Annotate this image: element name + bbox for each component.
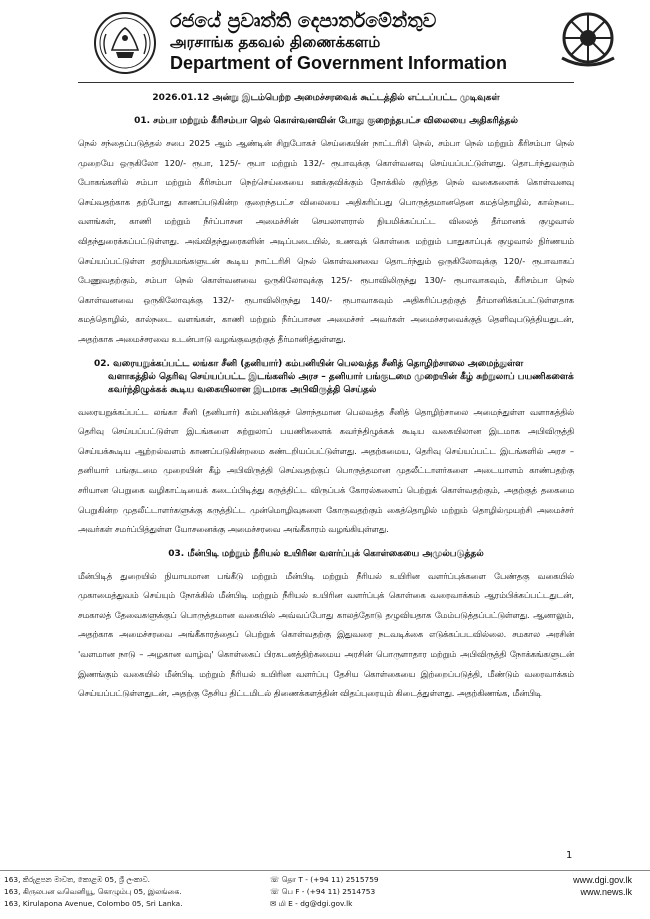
phone-number: ☏ தொ T - (+94 11) 2515759 (270, 875, 379, 884)
website-link-news[interactable]: www.news.lk (580, 887, 632, 897)
document-body (78, 92, 574, 712)
sri-lanka-emblem-icon (92, 10, 158, 76)
footer-address (4, 874, 183, 910)
section-heading: 02. வரையறுக்கப்பட்ட லங்கா சீனி (தனியார்) கம்பனியின் பெலவத்த சீனித் தொழிற்சாலை அமைந்துள்ள வளாகத்தில் தெரிவு செய்யப்பட்ட இடங்களில் அரச – தனியார் பங்குடமை முறையின் கீழ் சுற்றுலாப் பயணிகளைக் கவர்ந்திழுக்கக் கூடிய வகையிலான இடமாக அபிவிருத்தி செய்தல் (94, 358, 574, 395)
section-heading: 03. மீன்பிடி மற்றும் நீரியல் உயிரின வளர்ப்புக் கொள்கையை அமுல்படுத்தல் (168, 548, 484, 559)
department-name-block (170, 10, 550, 74)
dharma-wheel-logo-icon (556, 8, 620, 72)
department-name-tamil: அரசாங்க தகவல் திணைக்களம் (170, 33, 381, 51)
address-tamil: 163, கிருலபன வவெனியூ, கொழும்பு 05, இலங்கை. (4, 887, 182, 896)
page-number: 1 (566, 850, 573, 861)
department-name-sinhala: රජයේ ප්‍රවෘත්ති දෙපාර්තමේන්තුව (170, 10, 437, 32)
document-title: 2026.01.12 அன்று இடம்பெற்ற அமைச்சரவைக் கூட்டத்தில் எட்டப்பட்ட முடிவுகள் (152, 93, 500, 103)
header-rule (78, 82, 574, 83)
address-sinhala: 163, කිරුළපන මාවත, කොළඹ 05, ශ්‍රී ලංකාව. (4, 875, 151, 884)
footer-rule (0, 870, 650, 871)
email-address[interactable]: ✉ மி E - dg@dgi.gov.lk (270, 899, 353, 908)
footer-contact (270, 874, 379, 910)
section-body: வரையறுக்கப்பட்ட லங்கா சீனி (தனியார்) கம்பனிக்குச் சொந்தமான பெலவத்த சீனித் தொழிற்சாலை அமைந்துள்ள வளாகத்தில் தெரிவு செய்யப்பட்டுள்ள இடங்களை சுற்றுலாப் பயணிகளைக் கவர்ந்திழுக்கக் கூடிய வகையிலான இடமாக அபிவிருத்தி செய்யக்கூடிய ஆற்றல்வளம் காணப்படுகின்றமை கண்டறியப்பட்டுள்ளது. அதற்கமைய, தெரிவு செய்யப்பட்ட இடங்களில் அரச – தனியார் பங்குடமை முறையின் கீழ் அபிவிருத்தி செய்வதற்குப் பொருத்தமான முதலீட்டாளர்களை அடையாளம் காண்பதற்கு சரியான பெறுகை வழிகாட்டியைக் கடைப்பிடித்து கருத்திட்ட விருப்பக் கோரல்களைப் பெற்றுக் கொள்வதற்கும், அதற்குத் தகைமை பெறுகின்ற முதலீட்டாளர்களுக்கு கருத்திட்ட முன்மொழிவுகளை கோருவதற்கும் கைத்தொழில் மற்றும் தொழில்முயற்சி அமைச்சர் அவர்கள் சமர்ப்பித்துள்ள யோசனைக்கு அமைச்சரவை அங்கீகாரம் வழங்கியுள்ளது. (78, 406, 574, 535)
letterhead (0, 0, 650, 82)
footer-websites (573, 874, 632, 898)
section-heading: 01. சம்பா மற்றும் கீரிசம்பா நெல் கொள்வனவின் போது குறைந்தபட்ச விலையை அதிகரித்தல் (134, 116, 518, 126)
department-name-english: Department of Government Information (170, 53, 508, 73)
address-english: 163, Kirulapona Avenue, Colombo 05, Sri Lanka. (4, 899, 183, 908)
section-body: மீன்பிடித் துறையில் நியாயமான பங்கீடு மற்றும் மீன்பிடி மற்றும் நீரியல் உயிரின வளர்ப்புக்களை பேண்தகு வகையில் முகாமைத்துவம் செய்யும் நோக்கில் மீன்பிடி மற்றும் நீரியல் உயிரின வளர்ப்புக் கொள்கை வரைவாக்கம் ஆரம்பிக்கப்பட்டதுடன், சமகாலத் தேவைகளுக்குப் பொருத்தமான வகையில் அவ்வப்போது காலத்தோடு தழுவியதாக மேம்படுத்தப்பட்டுள்ளது. ஆனாலும், அதற்காக அமைச்சரவை அங்கீகாரத்தைப் பெற்றுக் கொள்வதற்கு இதுவரை நடவடிக்கை எடுக்கப்படவில்லை. சமகால அரசின் 'வளமான நாடு – அழகான வாழ்வு' கொள்கைப் பிரகடனத்திற்கமைய அரசின் பொருளாதார மற்றும் அபிவிருத்தி நோக்கங்களுடன் இணங்கும் வகையில் மீன்பிடி மற்றும் நீரியல் உயிரின வளர்ப்பு தேசிய கொள்கையை இற்றைப்படுத்தி, மீண்டும் வரைவாக்கம் செய்யப்பட்டுள்ளதுடன், அதற்கு தேசிய திட்டமிடல் திணைக்களத்தின் விதப்புரையும் கிடைத்துள்ளது. அதற்கிணங்க, மீன்பிடி (78, 570, 574, 699)
section-body: நெல் சந்தைப்படுத்தல் சபை 2025 ஆம் ஆண்டின் சிறுபோகச் செய்கையின் நாட்டரிசி நெல், சம்பா நெல் மற்றும் கீரிசம்பா நெல் முறையே ஒருகிலோ 120/- ரூபா, 125/- ரூபா மற்றும் 132/- ரூபாவுக்கு கொள்வனவு செய்யப்பட்டுள்ளது. தொடர்ந்துவரும் போகங்களில் சம்பா மற்றும் கீரிசம்பா நெற்செய்கையை ஊக்குவிக்கும் நோக்கில் குறித்த நெல் வகைகளைக் கொள்வனவு செய்வதற்காக தற்போது காணப்படுகின்ற குறைந்தபட்ச விலையை அதிகரிப்பது பொருத்தமானதென கமத்தொழில், கால்நடை வளங்கள், காணி மற்றும் நீர்ப்பாசன அமைச்சின் செயலாளரால் நியமிக்கப்பட்ட விலைத் தீர்மானக் குழுவால் விதந்துரைக்கப்பட்டுள்ளது. அவ்விதந்துரைகளின் அடிப்படையில், உணவுக் கொள்கை மற்றும் பாதுகாப்புக் குழுவால் நிர்ணயம் செய்யப்பட்டுள்ள தரநியமங்களுடன் கூடிய நாட்டரிசி நெல் கொள்வனவை தொடர்ந்தும் ஒருகிலோவுக்கு 120/- ரூபாவாகப் பேணுவதற்கும், சம்பா நெல் கொள்வனவை ஒருகிலோவுக்கு 125/- ரூபாவிலிருந்து 130/- ரூபாவாகவும், கீரிசம்பா நெல் கொள்வனவை ஒருகிலோவுக்கு 132/- ரூபாவிலிருந்து 140/- ரூபாவாகவும் அதிகரிப்பதற்குத் தீர்மானிக்கப்பட்டுள்ளதாக கமத்தொழில், கால்நடை வளங்கள், காணி மற்றும் நீர்ப்பாசன அமைச்சர் அவர்கள் அமைச்சரவைக்குத் தெளிவுபடுத்தியதுடன், அதற்காக அமைச்சரவை உடன்பாடு வழங்குவதற்குத் தீர்மானித்துள்ளது. (78, 138, 574, 344)
fax-number: ☏ பெ F - (+94 11) 2514753 (270, 887, 376, 896)
website-link-dgi[interactable]: www.dgi.gov.lk (573, 875, 632, 885)
